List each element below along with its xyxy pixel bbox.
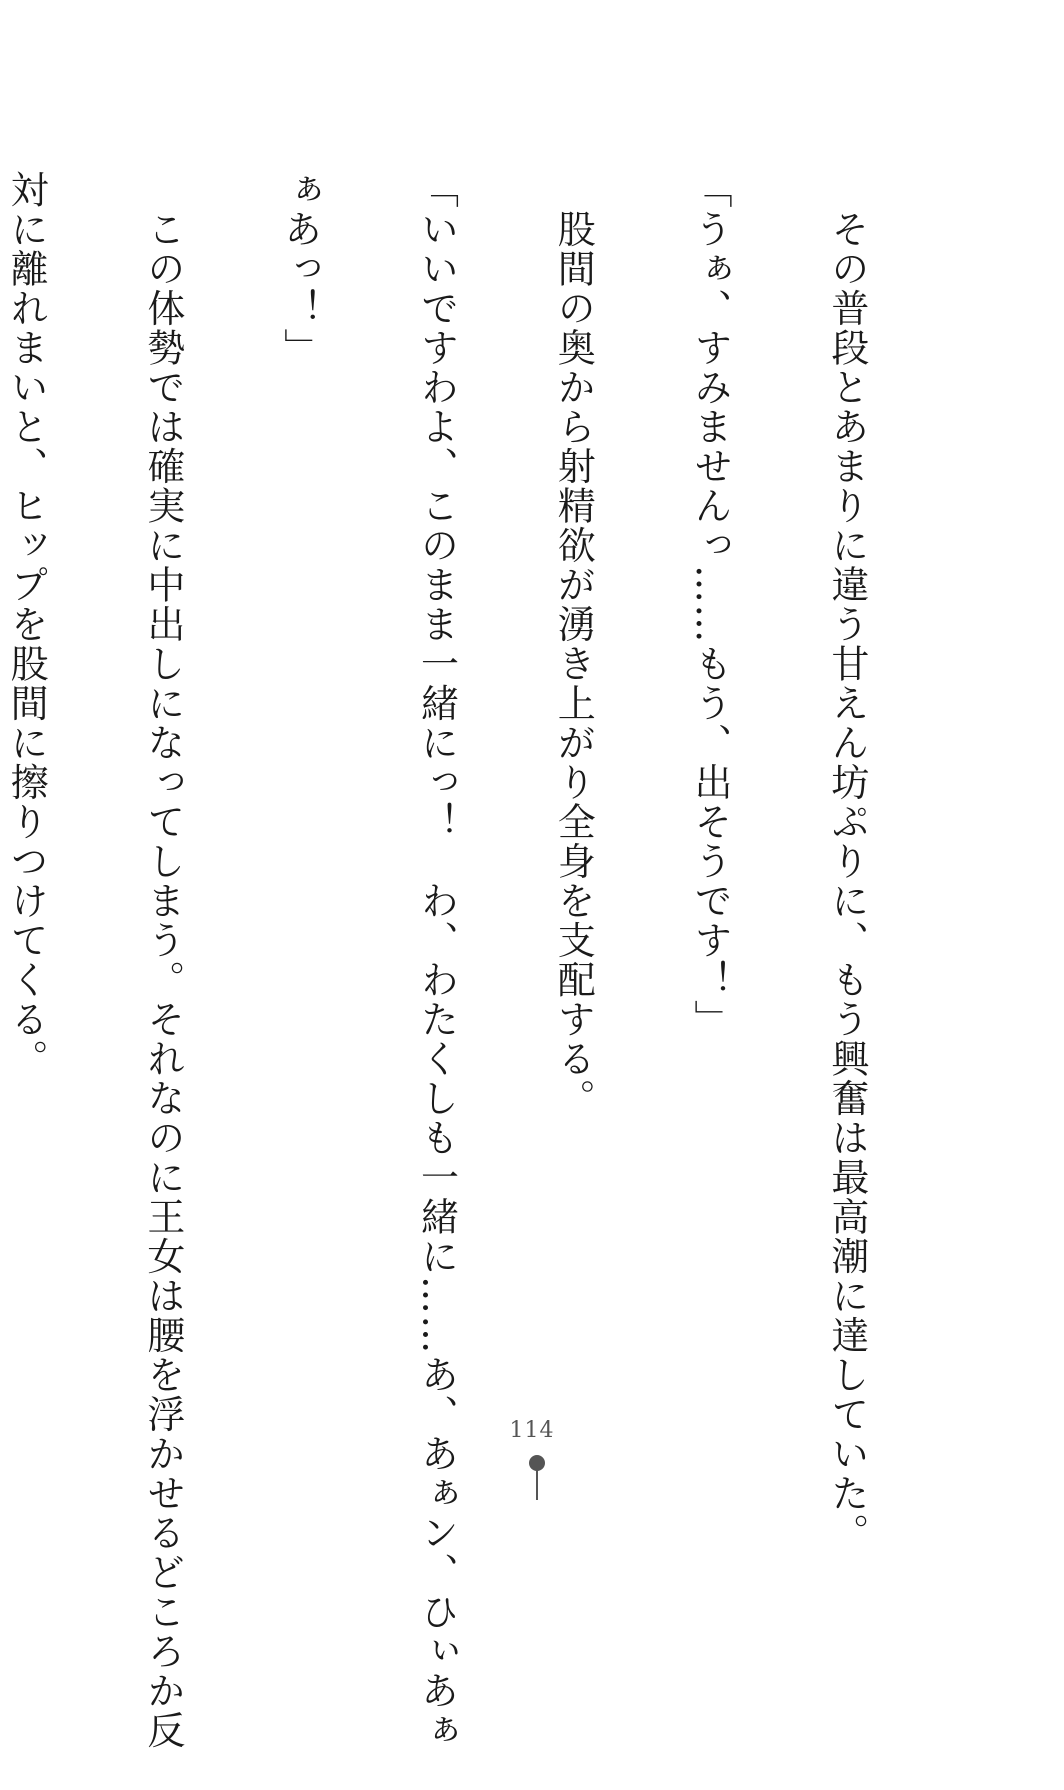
text-line: 対に離れまいと、ヒップを股間に擦りつけてくる。 (4, 170, 49, 1079)
text-line: 股間の奥から射精欲が湧き上がり全身を支配する。 (551, 170, 596, 1118)
bookmark-line (536, 1469, 538, 1500)
text-line: その普段とあまりに違う甘えん坊ぷりに、もう興奮は最高潮に達していた。 (824, 170, 869, 1553)
text-line: この体勢では確実に中出しになってしまう。それなのに王女は腰を浮かせるどころか反 (140, 170, 185, 1750)
text-line: 「うぁ、すみませんっ……もう、出そうです！」 (688, 170, 733, 1039)
page-number: 114 (509, 1418, 555, 1443)
text-line: 「いいですわよ、このまま一緒にっ！ わ、わたくしも一緒に……あ、あぁン、ひぃあぁ (414, 170, 459, 1750)
text-line: ぁあっ！」 (277, 170, 322, 368)
